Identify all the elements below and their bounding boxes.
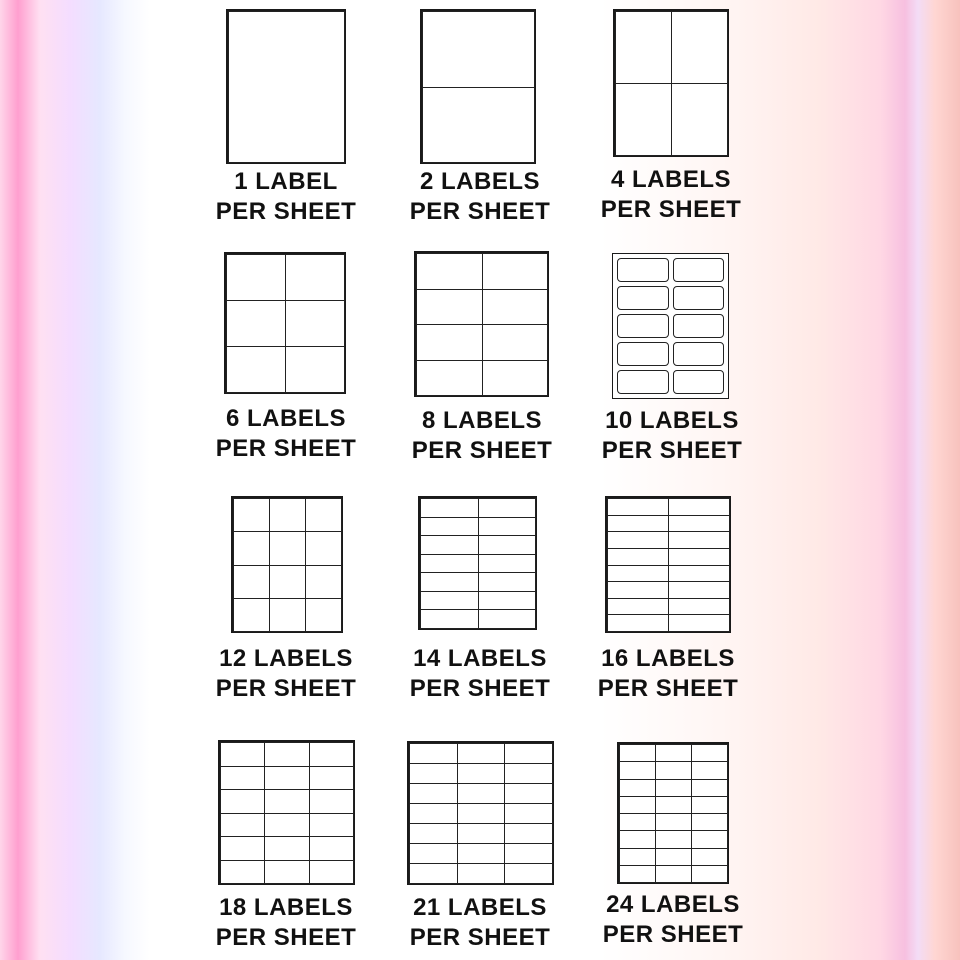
sheet-14-labels [418,496,537,630]
label-cell [285,346,345,393]
caption-14-labels: 14 LABELS PER SHEET [409,645,551,702]
label-cell [457,843,506,864]
label-cell [673,314,725,338]
label-cell [673,370,725,394]
label-cell [422,87,535,164]
sheet-21-labels [407,741,554,885]
label-cell [420,535,479,555]
label-cell [607,565,669,583]
label-cell [607,548,669,566]
label-cell [309,836,354,861]
label-cell [457,863,506,884]
label-cell [482,253,549,290]
caption-1-label: 1 LABEL PER SHEET [215,168,357,225]
label-cell [457,743,506,764]
label-cell [309,742,354,767]
label-cell [615,83,672,156]
label-cell [416,253,483,290]
label-cell [226,346,286,393]
sheet-12-labels [231,496,343,633]
label-cell [655,744,692,762]
label-cell [504,843,553,864]
sheet-16-labels [605,496,731,633]
label-cell [617,258,669,282]
caption-24-labels: 24 LABELS PER SHEET [602,891,744,948]
sheet-24-labels [617,742,729,884]
label-cell [416,324,483,361]
label-cell [226,300,286,347]
label-cell [668,614,730,632]
label-cell [655,761,692,779]
label-cell [420,609,479,629]
caption-18-labels: 18 LABELS PER SHEET [215,894,357,951]
label-cell [691,865,728,883]
label-cell [619,830,656,848]
label-cell [691,796,728,814]
label-cell [457,763,506,784]
label-cell [668,581,730,599]
label-cell [691,761,728,779]
label-cell [478,535,537,555]
label-cell [309,860,354,885]
label-cell [226,254,286,301]
label-cell [220,860,265,885]
label-cell [420,591,479,611]
label-cell [309,813,354,838]
label-cell [617,342,669,366]
label-cell [607,498,669,516]
label-cell [420,554,479,574]
label-cell [233,598,270,632]
label-cell [482,360,549,397]
caption-12-labels: 12 LABELS PER SHEET [215,645,357,702]
label-cell [607,614,669,632]
label-cell [264,742,309,767]
label-cell [671,11,728,84]
label-cell [617,314,669,338]
sheet-10-labels [612,253,729,399]
label-cell [619,865,656,883]
label-cell [655,830,692,848]
label-cell [264,860,309,885]
label-cell [305,598,342,632]
caption-6-labels: 6 LABELS PER SHEET [215,405,357,462]
label-cell [655,796,692,814]
label-cell [691,848,728,866]
caption-8-labels: 8 LABELS PER SHEET [411,407,553,464]
label-cell [607,581,669,599]
label-cell [220,836,265,861]
label-cell [269,565,306,599]
label-cell [269,498,306,532]
label-cell [607,531,669,549]
label-cell [457,803,506,824]
label-cell [420,517,479,537]
label-cell [482,289,549,326]
label-cell [655,848,692,866]
label-cell [420,498,479,518]
label-cell [309,766,354,791]
label-cell [668,548,730,566]
caption-21-labels: 21 LABELS PER SHEET [409,894,551,951]
label-cell [264,836,309,861]
caption-10-labels: 10 LABELS PER SHEET [601,407,743,464]
label-cell [619,761,656,779]
sheet-6-labels [224,252,346,394]
label-cell [504,803,553,824]
label-cell [478,554,537,574]
label-cell [409,783,458,804]
label-cell [416,289,483,326]
label-cell [264,766,309,791]
label-cell [409,743,458,764]
label-cell [617,286,669,310]
label-cell [619,779,656,797]
label-cell [619,813,656,831]
label-cell [416,360,483,397]
label-cell [691,744,728,762]
label-cell [220,742,265,767]
label-cell [504,743,553,764]
label-cell [409,863,458,884]
label-cell [655,779,692,797]
label-cell [482,324,549,361]
label-cell [269,598,306,632]
caption-2-labels: 2 LABELS PER SHEET [409,168,551,225]
sheet-1-label [226,9,346,164]
label-cell [420,572,479,592]
label-cell [504,863,553,884]
label-cell [504,783,553,804]
label-cell [220,766,265,791]
label-cell [309,789,354,814]
caption-16-labels: 16 LABELS PER SHEET [597,645,739,702]
label-cell [668,515,730,533]
label-cell [673,342,725,366]
label-cell [673,286,725,310]
label-cell [504,823,553,844]
label-cell [409,823,458,844]
label-cell [305,498,342,532]
label-cell [305,565,342,599]
label-cell [668,531,730,549]
label-cell [619,744,656,762]
sheet-8-labels [414,251,549,397]
sheet-2-labels [420,9,536,164]
label-cell [607,598,669,616]
label-cell [671,83,728,156]
label-cell [220,789,265,814]
label-cell [478,572,537,592]
label-cell [673,258,725,282]
label-cell [615,11,672,84]
label-cell [220,813,265,838]
label-cell [422,11,535,88]
label-cell [691,779,728,797]
label-cell [269,531,306,565]
label-cell [457,823,506,844]
label-cell [285,300,345,347]
label-cell [233,565,270,599]
label-cell [478,498,537,518]
label-cell [233,531,270,565]
label-cell [264,813,309,838]
label-cell [409,803,458,824]
label-cell [655,813,692,831]
label-cell [409,763,458,784]
label-cell [668,598,730,616]
label-cell [478,609,537,629]
label-cell [409,843,458,864]
label-cell [607,515,669,533]
label-cell [691,813,728,831]
label-cell [619,848,656,866]
label-cell [619,796,656,814]
label-cell [264,789,309,814]
caption-4-labels: 4 LABELS PER SHEET [600,166,742,223]
label-cell [228,11,345,163]
sheet-4-labels [613,9,729,157]
label-cell [668,498,730,516]
sheet-18-labels [218,740,355,885]
label-cell [457,783,506,804]
label-cell [617,370,669,394]
label-cell [691,830,728,848]
label-cell [305,531,342,565]
label-cell [233,498,270,532]
label-cell [504,763,553,784]
label-cell [478,517,537,537]
label-cell [285,254,345,301]
label-cell [478,591,537,611]
label-cell [655,865,692,883]
label-cell [668,565,730,583]
